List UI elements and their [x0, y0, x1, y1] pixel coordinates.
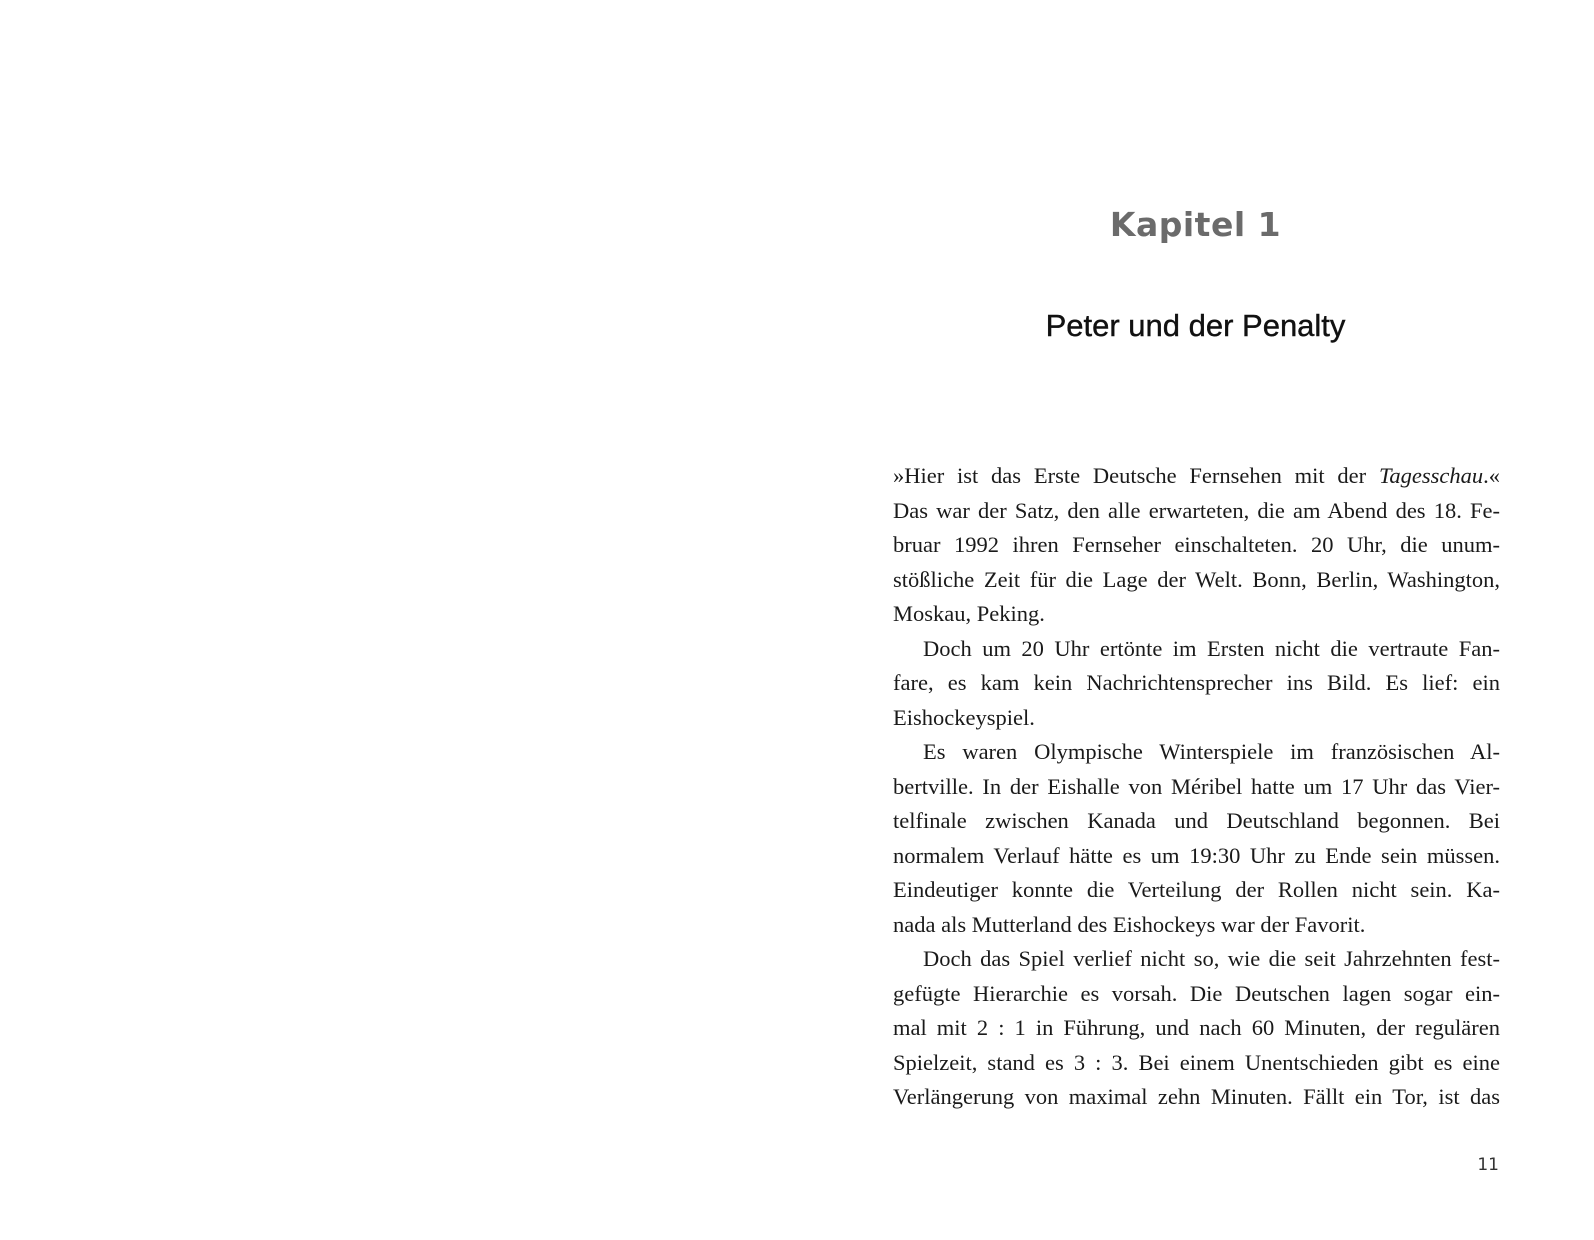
text-line: telfinale zwischen Kanada und Deutschland begonnen. Bei: [893, 808, 1500, 833]
text-line: Eishockeyspiel.: [893, 704, 1035, 730]
text-line: gefügte Hierarchie es vorsah. Die Deutschen lagen sogar ein-: [893, 980, 1500, 1006]
text-line: Moskau, Peking.: [893, 601, 1045, 626]
text-line: [893, 459, 1500, 494]
text-line: Verlängerung von maximal zehn Minuten. Fällt ein Tor, ist das: [893, 1084, 1500, 1109]
text-line-post: .«: [1483, 463, 1500, 488]
text-line: Das war der Satz, den alle erwarteten, die am Abend des 18. Fe-: [893, 497, 1500, 523]
page-number: 11: [1477, 1155, 1499, 1175]
text-line: Es waren Olympische Winterspiele im französischen Al-: [923, 739, 1500, 764]
chapter-title: Peter und der Penalty: [1045, 308, 1346, 343]
chapter-number: Kapitel 1: [1109, 205, 1282, 244]
text-line: Doch um 20 Uhr ertönte im Ersten nicht die vertraute Fan-: [923, 635, 1500, 661]
text-line: nada als Mutterland des Eishockeys war der Favorit.: [893, 911, 1366, 937]
text-line: stößliche Zeit für die Lage der Welt. Bonn, Berlin, Washington,: [893, 566, 1500, 592]
body-text: [893, 459, 1500, 1115]
tagesschau-emphasis: Tagesschau: [1378, 463, 1484, 488]
text-line: Eindeutiger konnte die Verteilung der Rollen nicht sein. Ka-: [893, 877, 1500, 902]
text-line: bertville. In der Eishalle von Méribel hatte um 17 Uhr das Vier-: [893, 773, 1500, 799]
text-line: Spielzeit, stand es 3 : 3. Bei einem Unentschieden gibt es eine: [893, 1049, 1500, 1075]
text-line: mal mit 2 : 1 in Führung, und nach 60 Minuten, der regulären: [893, 1015, 1500, 1040]
text-line: normalem Verlauf hätte es um 19:30 Uhr zu Ende sein müssen.: [893, 842, 1500, 868]
text-line: Doch das Spiel verlief nicht so, wie die seit Jahrzehnten fest-: [923, 946, 1500, 971]
text-line-pre: »Hier ist das Erste Deutsche Fernsehen mit der: [893, 463, 1379, 488]
text-line: fare, es kam kein Nachrichtensprecher ins Bild. Es lief: ein: [893, 670, 1500, 695]
text-line: bruar 1992 ihren Fernseher einschalteten. 20 Uhr, die unum-: [893, 532, 1500, 557]
